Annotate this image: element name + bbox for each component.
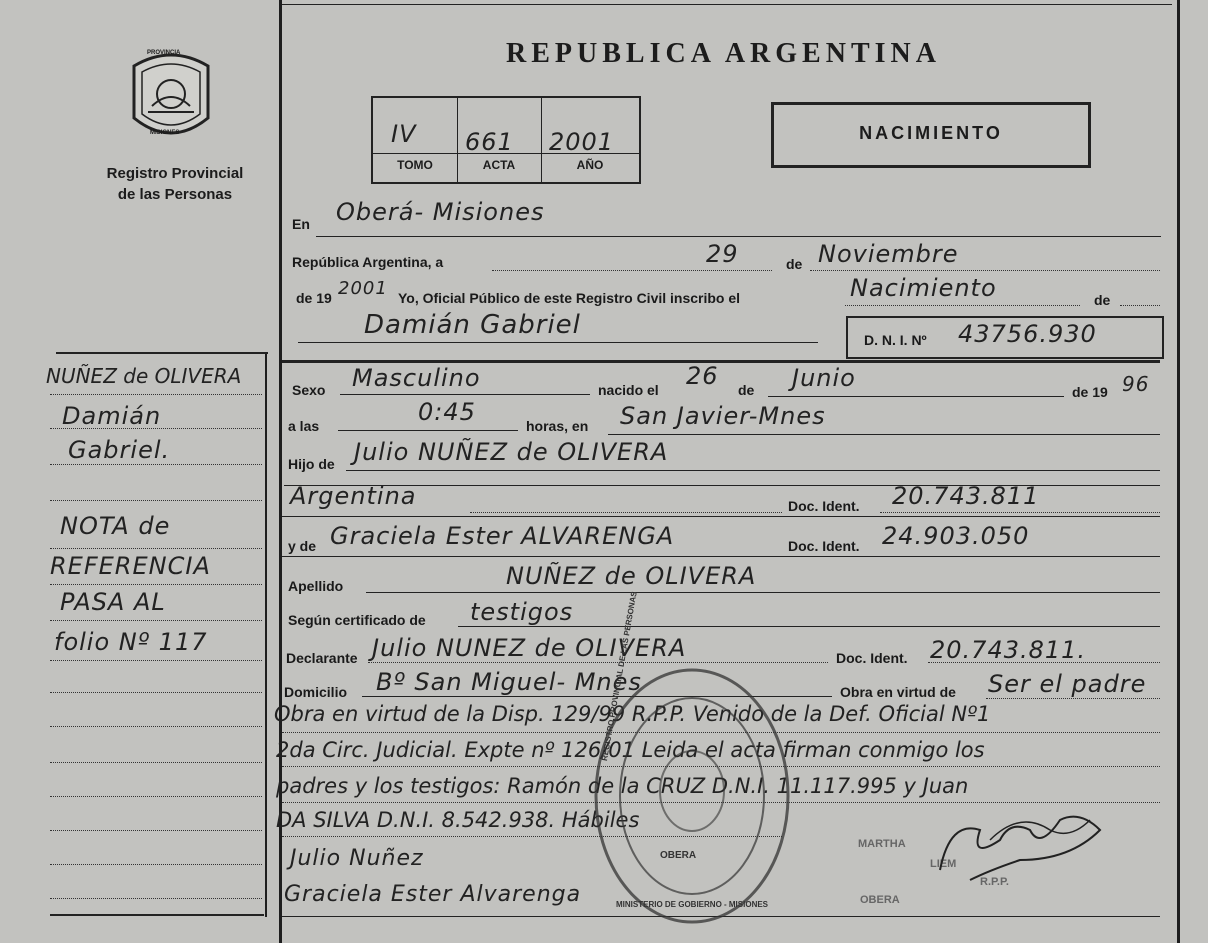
dots-mes (810, 270, 1160, 271)
official-stamp-line-2: LIEM (930, 858, 957, 870)
margin-dots-6 (50, 584, 262, 585)
top-border (282, 4, 1172, 5)
type-box (771, 102, 1091, 168)
margin-dots-4 (50, 500, 262, 501)
margin-dots-9 (50, 692, 262, 693)
value-doc-madre: 24.903.050 (882, 522, 1030, 550)
value-acto: Nacimiento (850, 274, 997, 302)
anio-label: AÑO (576, 158, 604, 172)
value-sexo: Masculino (352, 364, 481, 392)
value-declarante: Julio NUNEZ de OLIVERA (372, 634, 687, 662)
margin-dots-10 (50, 726, 262, 727)
margin-divider (265, 352, 267, 917)
label-doc-ident-2: Doc. Ident. (788, 538, 860, 554)
value-nombre: Damián Gabriel (364, 310, 581, 340)
margin-nota-3: PASA AL (60, 588, 166, 616)
value-nacionalidad: Argentina (290, 482, 417, 510)
margin-dots-2 (50, 428, 262, 429)
value-domicilio: Bº San Miguel- Mnes (376, 668, 642, 696)
label-segun: Según certificado de (288, 612, 426, 628)
margin-nota-4: folio Nº 117 (54, 628, 208, 656)
official-stamp-line-3: R.P.P. (980, 876, 1009, 888)
tomo-value: IV (391, 120, 417, 148)
line-en (316, 236, 1161, 237)
acta-label: ACTA (482, 158, 516, 172)
registry-line-1: Registro Provincial (106, 165, 244, 182)
note-line-2: 2da Circ. Judicial. Expte nº 126/01 Leida el acta firman conmigo los (276, 738, 985, 762)
line-mes-nac (768, 396, 1064, 397)
margin-nombre-1: Damián (62, 402, 162, 430)
label-de-anio: de 19 (296, 290, 332, 306)
label-y-de: y de (288, 538, 317, 554)
label-sexo: Sexo (292, 382, 326, 398)
seal-bottom-text: MISIONES (150, 130, 180, 136)
line-separator-2 (282, 516, 1160, 517)
margin-dots-8 (50, 660, 262, 661)
registry-round-stamp-icon (592, 665, 792, 927)
acta-value: 661 (465, 128, 514, 156)
value-obra: Ser el padre (988, 670, 1147, 698)
value-dia: 29 (706, 240, 739, 268)
label-doc-ident-3: Doc. Ident. (836, 650, 908, 666)
margin-dots-1 (50, 394, 262, 395)
margin-bottom-line (50, 914, 264, 916)
signature-madre: Graciela Ester Alvarenga (284, 882, 582, 907)
dots-doc-padre (880, 512, 1160, 513)
value-doc-declarante: 20.743.811. (930, 636, 1087, 664)
dots-doc-declarante (928, 662, 1160, 663)
label-horas-en: horas, en (526, 418, 589, 434)
signature-padre: Julio Nuñez (290, 846, 424, 871)
stamp-ring-text: REGISTRO PROVINCIAL DE LAS PERSONAS (600, 590, 639, 762)
value-anio: 2001 (338, 278, 388, 299)
label-declarante: Declarante (286, 650, 358, 666)
tomo-label: TOMO (397, 158, 433, 172)
note-line-1: Obra en virtud de la Disp. 129/99 R.P.P. Venido de la Def. Oficial Nº1 (274, 702, 991, 726)
right-border (1177, 0, 1180, 943)
value-mes: Noviembre (818, 240, 959, 268)
margin-dots-13 (50, 830, 262, 831)
line-sexo (340, 394, 590, 395)
label-hijo-de: Hijo de (288, 456, 335, 472)
line-hora (338, 430, 518, 431)
page-title: REPUBLICA ARGENTINA (506, 38, 941, 69)
value-lugar-nac: San Javier-Mnes (620, 402, 826, 430)
stamp-bottom-text: MINISTERIO DE GOBIERNO - MISIONES (616, 900, 769, 909)
label-dni: D. N. I. Nº (864, 332, 927, 348)
note-line-3: padres y los testigos: Ramón de la CRUZ D.N.I. 11.117.995 y Juan (276, 774, 969, 798)
label-apellido: Apellido (288, 578, 344, 594)
margin-dots-5 (50, 548, 262, 549)
value-certificado: testigos (470, 598, 574, 626)
value-dni: 43756.930 (958, 320, 1097, 348)
margin-dots-7 (50, 620, 262, 621)
label-en: En (292, 216, 310, 232)
margin-dots-14 (50, 864, 262, 865)
dots-dia (492, 270, 772, 271)
dots-acto (845, 305, 1080, 306)
margin-dots-12 (50, 796, 262, 797)
value-lugar: Oberá- Misiones (336, 198, 545, 226)
label-de-mes: de (786, 256, 803, 272)
line-lugar-nac (608, 434, 1160, 435)
dots-de-final (1120, 305, 1160, 306)
line-separator-1 (282, 360, 1160, 363)
dots-declarante (368, 662, 828, 663)
margin-dots-11 (50, 762, 262, 763)
registry-line-2: de las Personas (117, 186, 233, 203)
label-obra: Obra en virtud de (840, 684, 956, 700)
label-a-las: a las (288, 418, 320, 434)
label-de-final: de (1094, 292, 1111, 308)
line-apellido (366, 592, 1160, 593)
dots-nacionalidad (470, 512, 782, 513)
type-label: NACIMIENTO (859, 123, 1003, 143)
record-box (371, 96, 641, 184)
margin-dots-15 (50, 898, 262, 899)
dots-obra (986, 698, 1160, 699)
label-de-anio2: de 19 (1072, 384, 1108, 400)
label-yo-oficial: Yo, Oficial Público de este Registro Civil inscribo el (398, 290, 741, 306)
official-stamp-line-1: MARTHA (858, 838, 906, 850)
seal-top-text: PROVINCIA (147, 50, 181, 56)
stamp-center-text: OBERA (660, 850, 697, 861)
label-doc-ident-1: Doc. Ident. (788, 498, 860, 514)
margin-apellido: NUÑEZ de OLIVERA (46, 364, 242, 388)
value-madre: Graciela Ester ALVARENGA (330, 522, 675, 550)
line-padre (346, 470, 1160, 471)
anio-value: 2001 (549, 128, 615, 156)
value-dia-nac: 26 (686, 362, 719, 390)
value-mes-nac: Junio (792, 364, 856, 392)
margin-dots-3 (50, 464, 262, 465)
margin-nota-1: NOTA de (60, 512, 171, 540)
label-nacido: nacido el (598, 382, 659, 398)
label-de-dia: de (738, 382, 755, 398)
label-republica: República Argentina, a (292, 254, 444, 270)
margin-nombre-2: Gabriel. (68, 436, 171, 464)
official-signature-icon (930, 800, 1110, 890)
value-apellido: NUÑEZ de OLIVERA (506, 562, 757, 590)
registry-name (80, 163, 270, 205)
line-madre (282, 556, 1160, 557)
value-hora: 0:45 (418, 398, 476, 426)
line-nombre (298, 342, 818, 343)
margin-nota-2: REFERENCIA (50, 552, 211, 580)
dni-box (846, 316, 1164, 359)
note-line-4: DA SILVA D.N.I. 8.542.938. Hábiles (276, 808, 640, 832)
value-doc-padre: 20.743.811 (892, 482, 1040, 510)
value-padre: Julio NUÑEZ de OLIVERA (354, 438, 669, 466)
line-segun (458, 626, 1160, 627)
official-stamp-line-4: OBERA (860, 894, 900, 906)
value-anio-nac: 96 (1122, 372, 1150, 396)
label-domicilio: Domicilio (284, 684, 348, 700)
margin-top-line (56, 352, 268, 354)
